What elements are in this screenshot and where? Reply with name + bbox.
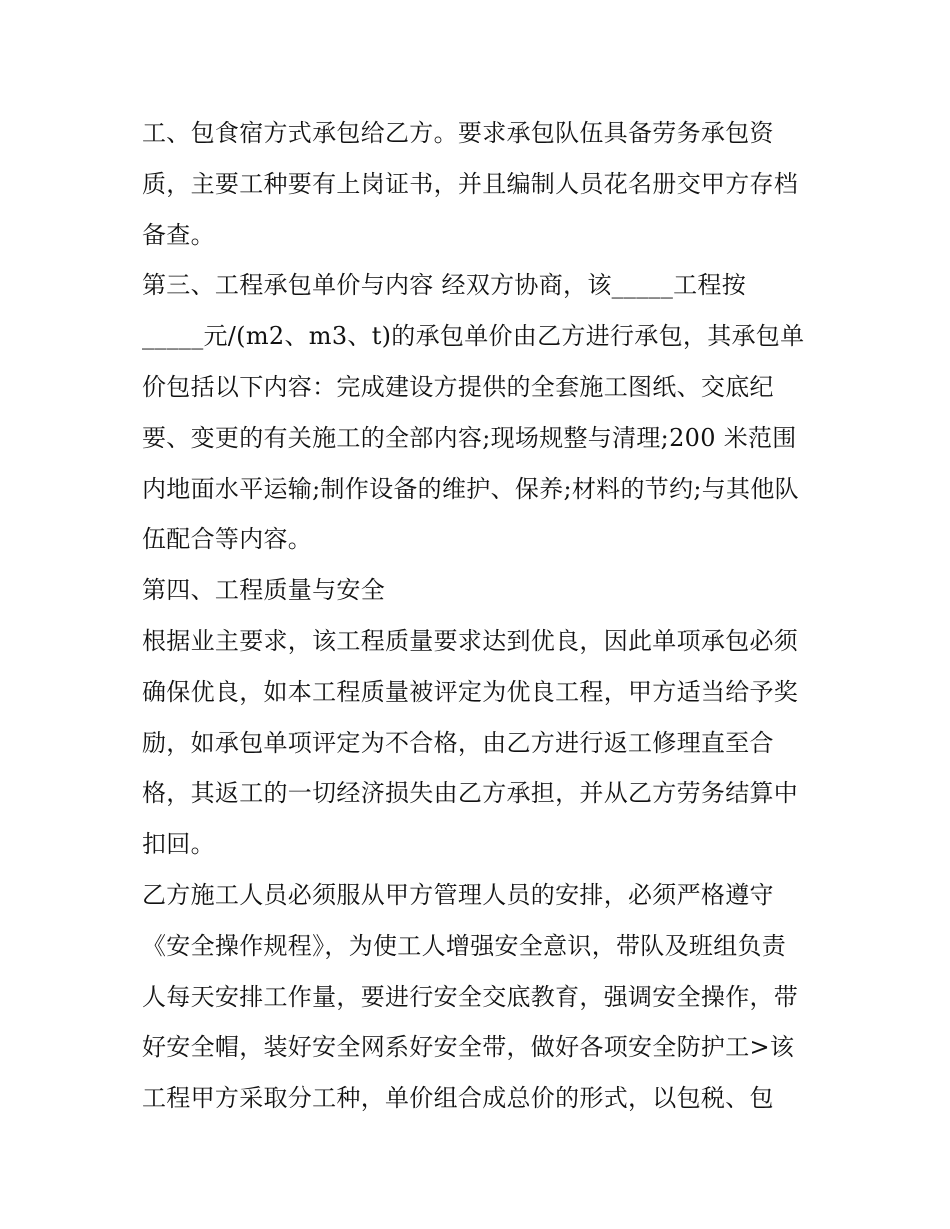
text-line: 乙方施工人员必须服从甲方管理人员的安排，必须严格遵守 (142, 880, 774, 909)
text-line: 人每天安排工作量，要进行安全交底教育，强调安全操作，带 (142, 982, 799, 1011)
text-line: 励，如承包单项评定为不合格，由乙方进行返工修理直至合 (142, 728, 774, 757)
text-line: 扣回。 (142, 830, 215, 859)
text-line: 根据业主要求，该工程质量要求达到优良，因此单项承包必须 (142, 626, 799, 655)
text-line: 质，主要工种要有上岗证书，并且编制人员花名册交甲方存档 (142, 169, 799, 198)
text-line: 工、包食宿方式承包给乙方。要求承包队伍具备劳务承包资 (142, 119, 774, 147)
text-line: 格，其返工的一切经济损失由乙方承担，并从乙方劳务结算中 (142, 779, 799, 808)
text-line: 备查。 (142, 220, 215, 249)
text-line: 价包括以下内容：完成建设方提供的全套施工图纸、交底纪 (142, 372, 774, 401)
section-heading-3: 第三、工程承包单价与内容 经双方协商，该_____工程按 (142, 271, 747, 300)
text-line: 工程甲方采取分工种，单价组合成总价的形式，以包税、包 (142, 1084, 774, 1113)
document-body (142, 108, 822, 1124)
section-heading-4: 第四、工程质量与安全 (142, 576, 385, 605)
text-line: 要、变更的有关施工的全部内容;现场规整与清理;200 米范围 (142, 423, 797, 452)
text-line: 《安全操作规程》，为使工人增强安全意识，带队及班组负责 (142, 931, 787, 960)
text-line: 确保优良，如本工程质量被评定为优良工程，甲方适当给予奖 (142, 677, 799, 706)
text-line: 内地面水平运输;制作设备的维护、保养;材料的节约;与其他队 (142, 474, 799, 503)
text-line: _____元/(m2、m3、t)的承包单价由乙方进行承包，其承包单 (142, 322, 805, 351)
text-line: 好安全帽，装好安全网系好安全带，做好各项安全防护工>该 (142, 1033, 795, 1062)
text-line: 伍配合等内容。 (142, 525, 313, 554)
